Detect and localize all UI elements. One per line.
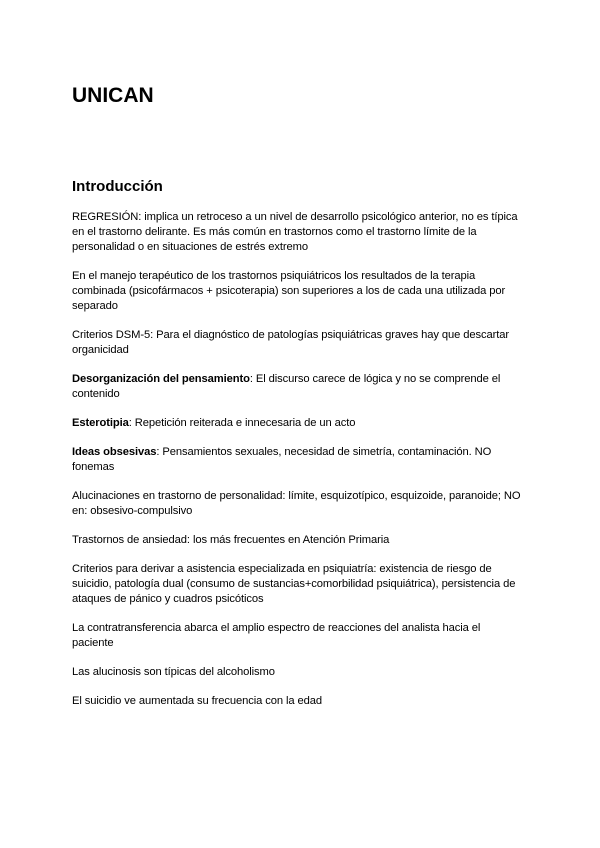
- paragraph-criterios-dsm5: [72, 328, 524, 358]
- paragraph-esterotipia: [72, 416, 524, 431]
- paragraph-regresion: [72, 210, 524, 255]
- paragraph-desorganizacion: [72, 372, 524, 402]
- paragraph-text: La contratransferencia abarca el amplio espectro de reacciones del analista hacia el paciente: [72, 622, 481, 649]
- paragraph-text: : Pensamientos sexuales, necesidad de simetría, contaminación. NO fonemas: [72, 446, 492, 473]
- paragraph-ideas-obsesivas: [72, 445, 524, 475]
- document-title: UNICAN: [72, 84, 154, 107]
- paragraph-criterios-derivar: [72, 562, 524, 607]
- paragraph-text: El suicidio ve aumentada su frecuencia con la edad: [72, 695, 322, 707]
- paragraph-text: Alucinaciones en trastorno de personalidad: límite, esquizotípico, esquizoide, paranoide; NO en: obsesivo-compulsivo: [72, 490, 521, 517]
- document-body: [72, 210, 524, 723]
- paragraph-alucinosis: [72, 665, 524, 680]
- paragraph-term: Esterotipia: [72, 417, 129, 429]
- paragraph-text: : Repetición reiterada e innecesaria de un acto: [128, 417, 356, 429]
- paragraph-text: REGRESIÓN: implica un retroceso a un nivel de desarrollo psicológico anterior, no es típica en el trastorno delirante. Es más común en trastornos como el trastorno límite de la personalidad o en situaciones de estrés extremo: [72, 211, 518, 253]
- paragraph-manejo-terapeutico: [72, 269, 524, 314]
- paragraph-text: En el manejo terapéutico de los trastornos psiquiátricos los resultados de la terapia combinada (psicofármacos + psicoterapia) son superiores a los de cada una utilizada por separado: [72, 270, 506, 312]
- paragraph-text: Las alucinosis son típicas del alcoholismo: [72, 666, 275, 678]
- paragraph-text: Criterios DSM-5: Para el diagnóstico de patologías psiquiátricas graves hay que descartar organicidad: [72, 329, 509, 356]
- paragraph-contratransferencia: [72, 621, 524, 651]
- paragraph-text: Trastornos de ansiedad: los más frecuentes en Atención Primaria: [72, 534, 390, 546]
- paragraph-alucinaciones: [72, 489, 524, 519]
- paragraph-term: Desorganización del pensamiento: [72, 373, 250, 385]
- paragraph-text: : El discurso carece de lógica y no se comprende el contenido: [72, 373, 501, 400]
- paragraph-trastornos-ansiedad: [72, 533, 524, 548]
- section-heading: Introducción: [72, 178, 163, 195]
- paragraph-suicidio: [72, 694, 524, 709]
- paragraph-term: Ideas obsesivas: [72, 446, 157, 458]
- paragraph-text: Criterios para derivar a asistencia especializada en psiquiatría: existencia de riesgo de suicidio, patología dual (consumo de sustancias+comorbilidad psiquiátrica), persistencia de ataques de pánico y cuadros psicóticos: [72, 563, 516, 605]
